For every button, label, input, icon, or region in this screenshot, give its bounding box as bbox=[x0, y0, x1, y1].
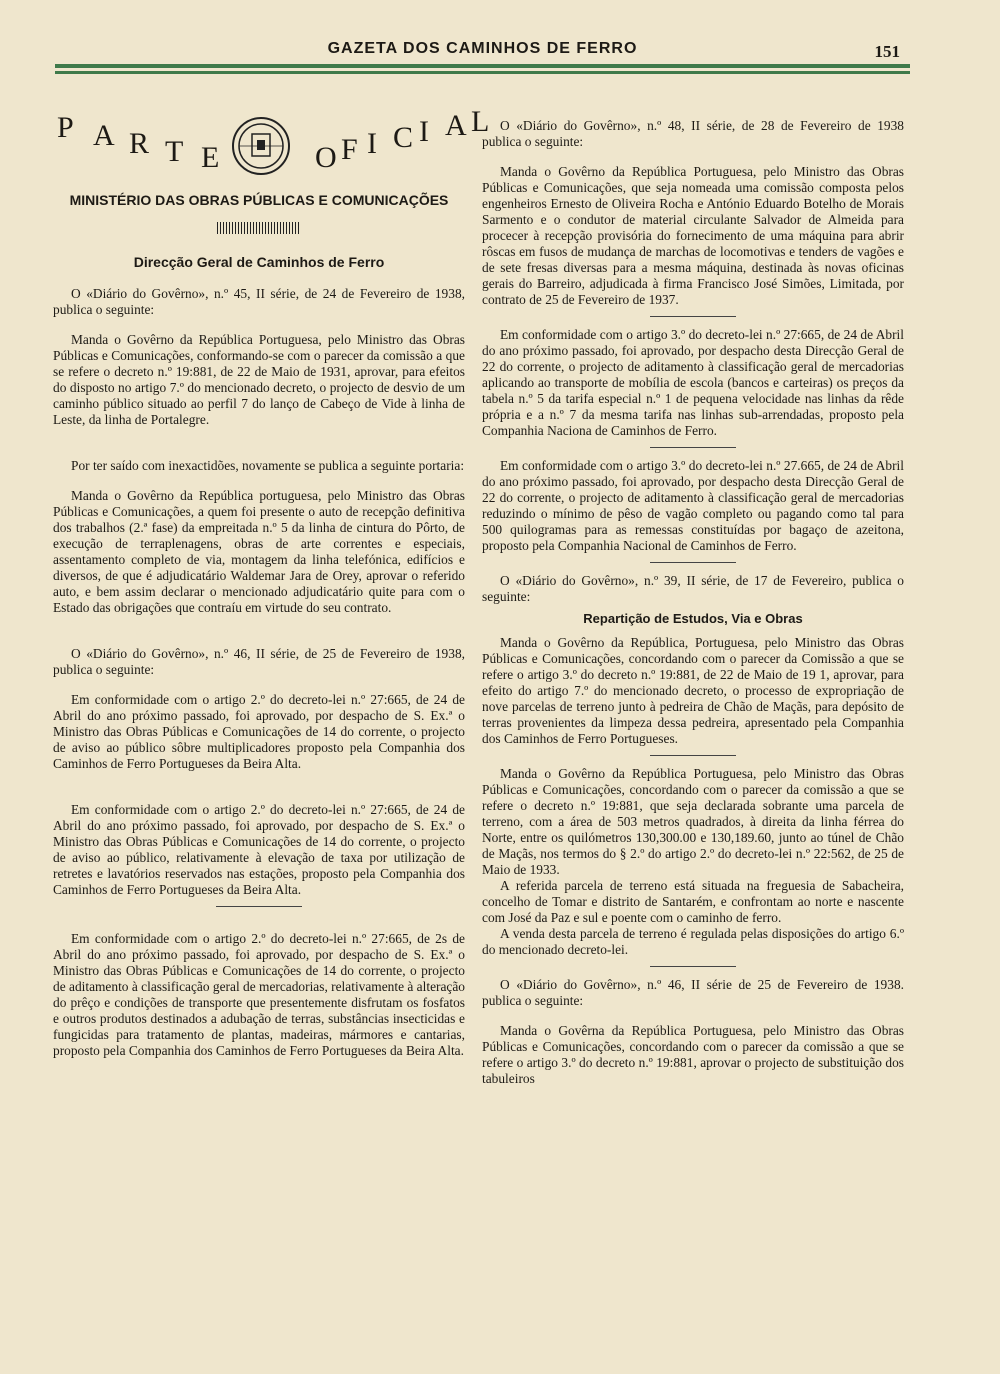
paragraph: Por ter saído com inexactidões, novamente se publica a seguinte portaria: bbox=[71, 458, 465, 473]
paragraph: Em conformidade com o artigo 2.º do decreto-lei n.º 27:665, de 2s de Abril do ano próximo passado, foi aprovado, por despacho de S. Ex.ª o Ministro das Obras Públicas e Comunicações de 14 do corrente, o projecto de aditamento à classificação geral de mercadorias, relativamente à alteração do prêço e condições de transporte que presentemente disfrutam os fosfatos e outros produtos destinados a adubação de terras, substâncias insecticidas e fungicidas para tratamento de plantas, madeiras, mármores e cantarias, proposto pela Companhia dos Caminhos de Ferro Portugueses da Beira Alta. bbox=[53, 931, 465, 1058]
oficial-word-letter: I bbox=[419, 115, 430, 148]
ministry-heading: MINISTÉRIO DAS OBRAS PÚBLICAS E COMUNICAÇÕES bbox=[69, 192, 449, 208]
paragraph: Manda o Govêrno da República, Portuguesa, pelo Ministro das Obras Públicas e Comunicações, concordando com o parecer da Comissão a que se refere o artigo 3.º do decreto n.º 19:881, de 22 de Maio de 19 1, aprovar, para efeito do artigo 7.º do mencionado decreto, o processo de expropriação de nove parcelas de terreno junto à pedreira de Chão de Maçãs, para depósito de terras provenientes da limpeza dessa pedreira, apresentado pela Companhia dos Caminhos de Ferro Portugueses. bbox=[482, 635, 904, 746]
page-number: 151 bbox=[874, 42, 900, 61]
section-divider bbox=[216, 906, 302, 907]
paragraph: Em conformidade com o artigo 2.º do decreto-lei n.º 27:665, de 24 de Abril do ano próximo passado, foi aprovado, por despacho de S. Ex.ª o Ministro das Obras Públicas e Comunicações de 14 do corrente, o projecto de aviso ao público sôbre multiplicadores proposto pela Companhia dos Caminhos de Ferro Portugueses da Beira Alta. bbox=[53, 692, 465, 771]
paragraph: O «Diário do Govêrno», n.º 46, II série, de 25 de Fevereiro de 1938, publica o seguinte: bbox=[53, 646, 465, 677]
parte-word-letter: A bbox=[93, 119, 116, 152]
paragraph: O «Diário do Govêrno», n.º 46, II série de 25 de Fevereiro de 1938. publica o seguinte: bbox=[482, 977, 904, 1008]
parte-word-letter: T bbox=[165, 135, 185, 168]
paragraph: A referida parcela de terreno está situada na freguesia de Sabacheira, concelho de Tomar e distrito de Santarém, e confrontam ao norte e nascente com José da Paz e sul e poente com o caminho de ferro. bbox=[482, 878, 904, 925]
paragraph: Manda o Govêrno da República portuguesa, pelo Ministro das Obras Públicas e Comunicações, a quem foi presente o auto de recepção definitiva dos trabalhos (2.ª fase) da empreitada n.º 5 da linha de cintura do Pôrto, de execução de terraplenagens, obras de arte correntes e especiais, assentamento completo de via, montagem da linha telefónica, edifícios e diversos, de que é adjudicatário Waldemar Jara de Orey, aprovar o referido auto, e bem assim declarar o mencionado adjudicatário quite para com o Estado das obrigações que contraíu em virtude do seu contrato. bbox=[53, 488, 465, 615]
coat-of-arms-icon bbox=[231, 116, 291, 176]
parte-word-letter: E bbox=[201, 141, 221, 174]
header-rule bbox=[55, 71, 910, 74]
parte-oficial-masthead bbox=[53, 105, 491, 186]
paragraph: Em conformidade com o artigo 3.º do decreto-lei n.º 27:665, de 24 de Abril do ano próximo passado, foi aprovado, por despacho desta Direcção Geral de 22 do corrente, o projecto de aditamento à classificação geral de mercadorias aplicando ao transporte de mobília de escola (bancos e carteiras) os preços da tabela n.º 5 da tarifa especial n.º 1 de pequena velocidade nas linhas da rêde própria e a n.º 7 da mesma tarifa nas linhas sub-arrendadas, proposto pela Companhia Naciona de Caminhos de Ferro. bbox=[482, 327, 904, 438]
journal-title: GAZETA DOS CAMINHOS DE FERRO bbox=[327, 40, 638, 57]
paragraph: O «Diário do Govêrno», n.º 45, II série, de 24 de Fevereiro de 1938, publica o seguinte: bbox=[53, 286, 465, 317]
direccao-heading: Direcção Geral de Caminhos de Ferro bbox=[133, 254, 385, 270]
oficial-word-letter: I bbox=[367, 127, 378, 160]
oficial-word-letter: A bbox=[445, 109, 468, 142]
oficial-word-letter: F bbox=[341, 133, 359, 166]
paragraph: O «Diário do Govêrno», n.º 39, II série, de 17 de Fevereiro, publica o seguinte: bbox=[482, 573, 904, 604]
section-divider bbox=[650, 316, 736, 317]
ornament-divider bbox=[217, 222, 301, 234]
left-column bbox=[53, 105, 491, 1059]
oficial-word-letter: L bbox=[471, 105, 491, 138]
paragraph: A venda desta parcela de terreno é regulada pelas disposições do artigo 6.º do mencionado decreto-lei. bbox=[482, 926, 904, 957]
paragraph: Em conformidade com o artigo 2.º do decreto-lei n.º 27:665, de 24 de Abril do ano próximo passado, foi aprovado, por despacho de S. Ex.ª o Ministro das Obras Públicas e Comunicações de 14 do corrente, o projecto de aviso ao público, relativamente à elevação de taxa por utilização de retretes e lavatórios reservados nas estações, proposto pela Companhia dos Caminhos de Ferro Portugueses da Beira Alta. bbox=[53, 802, 465, 897]
paragraph: Manda o Govêrno da República Portuguesa, pelo Ministro das Obras Públicas e Comunicações, concordando com o parecer da comissão a que se refere o decreto n.º 19:881, que seja declarada sobrante uma parcela de terreno, com a área de 503 metros quadrados, à direita da linha férrea do Norte, entre os quilómetros 130,300.00 e 130,189.60, junto ao túnel de Chão de Maçãs, nos termos do § 2.º do artigo 2.º do decreto-lei n.º 22:562, de 25 de Maio de 1933. bbox=[482, 766, 904, 877]
paragraph: Manda o Govêrno da República Portuguesa, pelo Ministro das Obras Públicas e Comunicações, conformando-se com o parecer da comissão a que se refere o decreto n.º 19:881, de 22 de Maio de 1931, aprovar, para efeitos do disposto no artigo 7.º do mencionado decreto, o projecto de desvio de um caminho público situado ao perfil 7 do lanço de Cabeço de Vide à linha de Leste, da linha de Portalegre. bbox=[53, 332, 465, 427]
section-divider bbox=[650, 447, 736, 448]
right-column bbox=[482, 118, 904, 1087]
page-header bbox=[55, 38, 910, 80]
header-rule bbox=[55, 64, 910, 68]
paragraph: Manda o Govêrno da República Portuguesa, pelo Ministro das Obras Públicas e Comunicações, que seja nomeada uma comissão composta pelos engenheiros Ernesto de Oliveira Rocha e António Eduardo Botelho de Morais Sarmento e o condutor de material circulante Salvador de Almeida para procecer à recepção provisória do fornecimento de uma máquina para abrir rôscas em fusos de mudança de marchas de locomotivas e tenders de vagões e de sete fresas diversas para a mesma máquina, destinada às novas oficinas gerais do Barreiro, adjudicada à firma Francisco José Simões, Limitada, por contrato de 25 de Fevereiro de 1937. bbox=[482, 164, 904, 307]
oficial-word-letter: O bbox=[315, 141, 338, 174]
parte-word-letter: P bbox=[57, 111, 75, 144]
section-divider bbox=[650, 755, 736, 756]
parte-word-letter: R bbox=[129, 127, 151, 160]
paragraph: O «Diário do Govêrno», n.º 48, II série, de 28 de Fevereiro de 1938 publica o seguinte: bbox=[482, 118, 904, 149]
oficial-word-letter: C bbox=[393, 121, 415, 154]
repartição-heading: Repartição de Estudos, Via e Obras bbox=[583, 611, 803, 626]
paragraph: Manda o Govêrna da República Portuguesa, pelo Ministro das Obras Públicas e Comunicações, concordando com o parecer da comissão a que se refere o artigo 3.º do decreto n.º 19:881, aprovar o projecto de substituição dos tabuleiros bbox=[482, 1023, 904, 1086]
section-divider bbox=[650, 562, 736, 563]
paragraph: Em conformidade com o artigo 3.º do decreto-lei n.º 27.665, de 24 de Abril do ano próximo passado, foi aprovado, por despacho desta Direcção Geral de 22 do corrente, o projecto de aditamento à classificação geral de mercadorias reduzindo o mínimo de pêso de vagão completo ou pagando como tal para 500 quilogramas para as remessas constituídas por bagaço de azeitona, proposto pela Companhia Nacional de Caminhos de Ferro. bbox=[482, 458, 904, 553]
section-divider bbox=[650, 966, 736, 967]
